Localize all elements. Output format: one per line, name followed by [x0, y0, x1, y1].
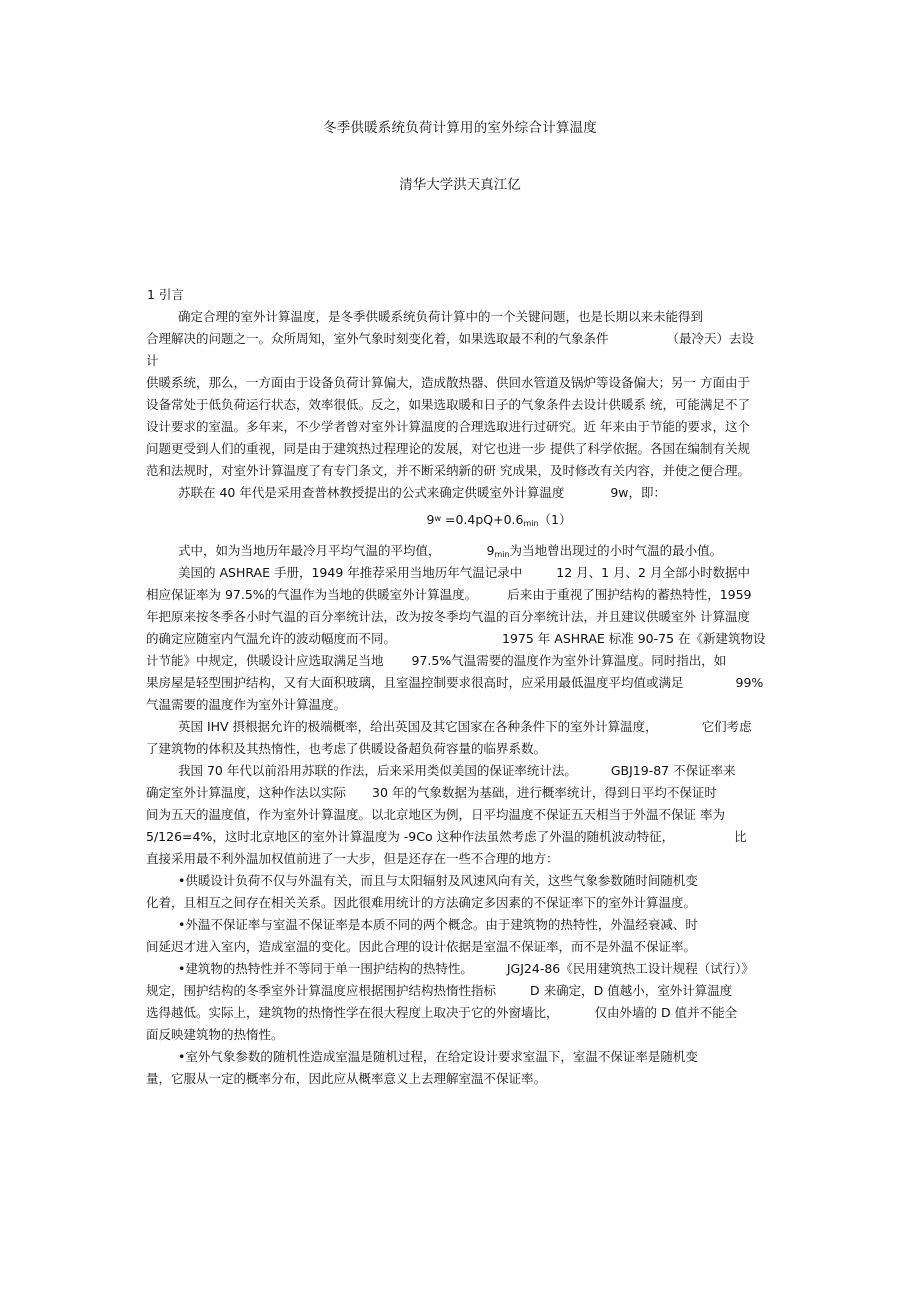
bullet-line: •建筑物的热特性并不等同于单一围护结构的热特性。 JGJ24-86《民用建筑热工设计规程（试行）》 [178, 961, 755, 976]
paragraph-line: 问题更受到人们的重视，同是由于建筑热过程理论的发展，对它也进一步 提供了科学依据。各国在编制有关规 [146, 441, 750, 456]
section-heading-introduction: 1 引言 [147, 287, 184, 302]
paragraph-line: 直接采用最不利外温加权值前进了一大步，但是还存在一些不合理的地方： [146, 851, 559, 866]
paragraph-line: 了建筑物的体积及其热惰性，也考虑了供暖设备超负荷容量的临界系数。 [146, 741, 547, 756]
paragraph-line: 式中，如为当地历年最冷月平均气温的平均值， $9_{min}$为当地曾出现过的小时气温的最小值。 [178, 543, 723, 559]
bullet-line: 间延迟才进入室内，造成室温的变化。因此合理的设计依据是室温不保证率，而不是外温不保证率。 [146, 939, 697, 954]
paragraph-line: 间为五天的温度值，作为室外计算温度。以北京地区为例，日平均温度不保证五天相当于外温不保证 率为 [146, 807, 725, 822]
paragraph-line: 合理解决的问题之一。众所周知，室外气象时刻变化着，如果选取最不利的气象条件 （最冷天）去设 [146, 331, 755, 346]
paragraph-line: 英国 IHV 摂根据允许的极端概率，给出英国及其它国家在各种条件下的室外计算温度， 它们考虑 [178, 719, 752, 734]
paragraph-line: 范和法规时，对室外计算温度了有专门条文，并不断采纳新的研 究成果，及时修改有关内容，并使之便合理。 [146, 463, 750, 478]
paragraph-line: 气温需要的温度作为室外计算温度。 [146, 697, 347, 712]
paper-body [146, 309, 766, 1093]
paragraph-line: 我国 70 年代以前沿用苏联的作法，后来采用类似美国的保证率统计法。 GBJ19-87 不保证率来 [178, 763, 736, 778]
bullet-line: •外温不保证率与室温不保证率是本质不同的两个概念。由于建筑物的热特性，外温经衰减、时 [178, 917, 698, 932]
paragraph-line: 年把原来按冬季各小时气温的百分率统计法，改为按冬季均气温的百分率统计法，并且建议供暖室外 计算温度 [146, 609, 750, 624]
bullet-line: •供暖设计负荷不仅与外温有关，而且与太阳辐射及风速风向有关，这些气象参数随时间随机变 [178, 873, 698, 888]
bullet-line: 化着，且相互之间存在相关关系。因此很难用统计的方法确定多因素的不保证率下的室外计算温度。 [146, 895, 697, 910]
paragraph-line: 设计要求的室温。多年来，不少学者曾对室外计算温度的合理选取进行过研究。近 年来由于节能的要求，这个 [146, 419, 750, 434]
paper-title: 冬季供暖系统负荷计算用的室外综合计算温度 [323, 120, 597, 136]
paragraph-line: 计节能》中规定，供暖设计应选取满足当地 97.5%气温需要的温度作为室外计算温度。同时指出，如 [146, 653, 727, 668]
paragraph-line: 苏联在 40 年代是采用查普林教授提出的公式来确定供暖室外计算温度 9w，即： [178, 485, 667, 500]
paragraph-line: 供暖系统，那么，一方面由于设备负荷计算偏大，造成散热器、供回水管道及锅炉等设备偏大；另一 方面由于 [146, 375, 750, 390]
bullet-line: 规定，围护结构的冬季室外计算温度应根据围护结构热惰性指标 D 来确定，D 值越小，室外计算温度 [146, 983, 733, 998]
paragraph-line: 相应保证率为 97.5%的气温作为当地的供暖室外计算温度。 后来由于重视了围护结构的蓄热特性，1959 [146, 587, 752, 602]
paragraph-line: 设备常处于低负荷运行状态，效率很低。反之，如果选取暖和日子的气象条件去设计供暖系 统，可能满足不了 [146, 397, 750, 412]
paragraph-line: 5/126=4%，这时北京地区的室外计算温度为 -9Co 这种作法虽然考虑了外温的随机波动特征， 比 [146, 829, 747, 844]
paper-authors: 清华大学洪天真江亿 [399, 177, 521, 193]
bullet-line: 选得越低。实际上，建筑物的热惰性学在很大程度上取决于它的外窗墙比， 仅由外墙的 D 值并不能全 [146, 1005, 738, 1020]
bullet-line: 量，它服从一定的概率分布，因此应从概率意义上去理解室温不保证率。 [146, 1071, 547, 1086]
paragraph-line: 的确定应随室内气温允许的波动幅度而不同。 1975 年 ASHRAE 标准 90-75 在《新建筑物设 [146, 631, 766, 646]
bullet-line: 面反映建筑物的热惰性。 [146, 1027, 284, 1042]
equation-1: $9^w =0.4pQ+0.6_{min}(1)$ [426, 512, 572, 528]
paragraph-line: 美国的 ASHRAE 手册，1949 年推荐采用当地历年气温记录中 12 月、1 月、2 月全部小时数据中 [178, 565, 750, 580]
bullet-line: •室外气象参数的随机性造成室温是随机过程，在给定设计要求室温下，室温不保证率是随机变 [178, 1049, 698, 1064]
paragraph-line: 确定室外计算温度，这种作法以实际 30 年的气象数据为基础，进行概率统计，得到日平均不保证时 [146, 785, 717, 800]
paragraph-line: 确定合理的室外计算温度，是冬季供暖系统负荷计算中的一个关键问题，也是长期以来未能得到 [178, 309, 704, 324]
paragraph-line: 果房屋是轻型围护结构，又有大面积玻璃，且室温控制要求很高时，应采用最低温度平均值或满足 99% [146, 675, 764, 690]
paragraph-line: 计 [146, 353, 159, 368]
